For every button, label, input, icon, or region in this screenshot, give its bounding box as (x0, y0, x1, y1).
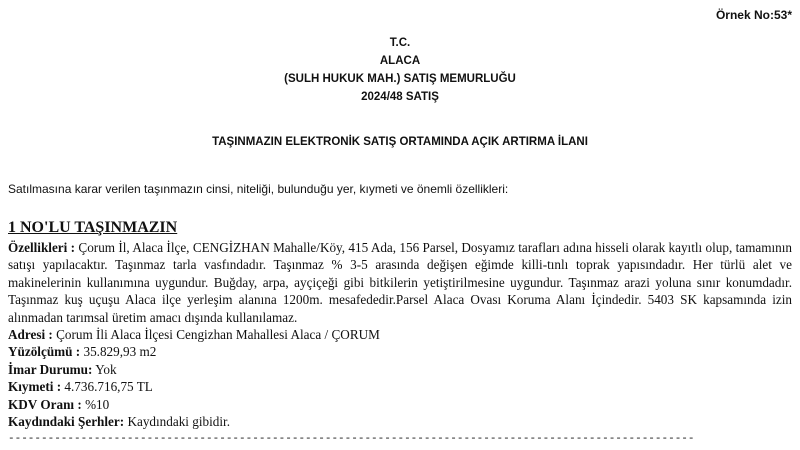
area-value: 35.829,93 m2 (83, 344, 157, 360)
vat-row (8, 396, 792, 413)
intro-text: Satılmasına karar verilen taşınmazın cinsi, niteliği, bulunduğu yer, kıymeti ve önemli özellikleri: (8, 182, 509, 196)
vat-value: %10 (85, 396, 110, 412)
address-row (8, 326, 792, 343)
header-line-office: (SULH HUKUK MAH.) SATIŞ MEMURLUĞU (284, 73, 516, 85)
area-row (8, 343, 792, 360)
features-row (8, 239, 792, 326)
property-title: 1 NO'LU TAŞINMAZIN (8, 219, 178, 236)
annotation-row (8, 413, 792, 430)
value-amount: 4.736.716,75 TL (64, 379, 153, 395)
features-text: Çorum İl, Alaca İlçe, CENGİZHAN Mahalle/Köy, 415 Ada, 156 Parsel, Dosyamız tarafları adına hisseli olarak kayıtlı olup, tamamının satışı yapılacaktır. Taşınmaz tarla vasfındadır. Taşınmaz % 3-5 arasında değişen eğimde killi-tınlı toprak yapısındadır. Her türlü alet ve makinelerinin kullanımına uygundur. Buğday, arpa, ayçiçeği gibi bitkilerin yetiştirilmesine uygundur. Taşınmaz arazi yoluna sınır konumdadır. Taşınmaz kuş uçuşu Alaca ilçe yerleşim alanına 1200m. mesafededir.Parsel Alaca Ovası Koruma Alanı İçindedir. 5403 SK kapsamında izin alınmadan tarımsal üretim amacı dışında kullanılamaz. (8, 240, 793, 325)
separator-line: -------------------------------------------------------------------------------------------------------- (8, 433, 695, 446)
value-row (8, 378, 792, 395)
header-line-country: T.C. (389, 37, 411, 49)
notice-title: TAŞINMAZIN ELEKTRONİK SATIŞ ORTAMINDA AÇIK ARTIRMA İLANI (212, 136, 588, 148)
area-label: Yüzölçümü : (8, 344, 81, 360)
property-section (8, 218, 792, 446)
vat-label: KDV Oranı : (8, 396, 82, 412)
address-label: Adresi : (8, 327, 53, 343)
value-label: Kıymeti : (8, 379, 62, 395)
header-line-case: 2024/48 SATIŞ (361, 91, 439, 103)
annotation-value: Kaydındaki gibidir. (127, 414, 230, 430)
annotation-label: Kaydındaki Şerhler: (8, 414, 125, 430)
zoning-label: İmar Durumu: (8, 361, 93, 377)
sample-number: Örnek No:53* (715, 8, 792, 22)
zoning-row (8, 361, 792, 378)
address-value: Çorum İli Alaca İlçesi Cengizhan Mahallesi Alaca / ÇORUM (56, 327, 380, 343)
document-header (0, 34, 800, 106)
header-line-district: ALACA (379, 55, 421, 67)
features-label: Özellikleri : (8, 240, 76, 255)
zoning-value: Yok (95, 361, 117, 377)
